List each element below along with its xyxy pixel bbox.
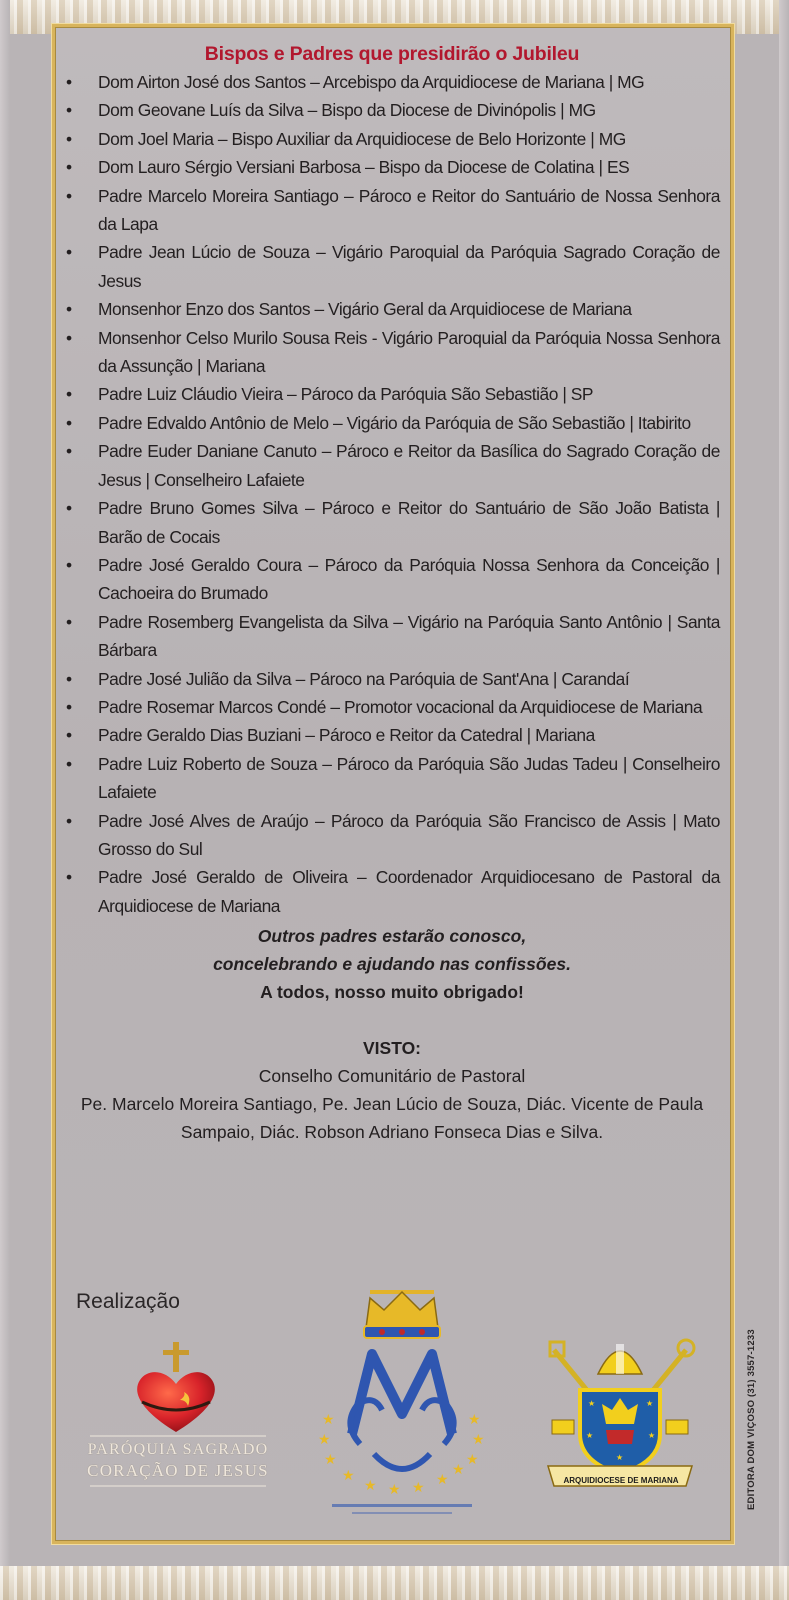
list-item: • Padre Luiz Cláudio Vieira – Pároco da Paróquia São Sebastião | SP <box>64 380 720 408</box>
crowned-marian-monogram-icon <box>312 1284 492 1520</box>
closing-message <box>64 922 720 1006</box>
svg-text:★: ★ <box>342 1468 355 1484</box>
svg-text:★: ★ <box>452 1462 465 1478</box>
svg-text:★: ★ <box>588 1399 596 1408</box>
list-item: • Dom Airton José dos Santos – Arcebispo da Arquidiocese de Mariana | MG <box>64 68 720 96</box>
list-item: • Padre Luiz Roberto de Souza – Pároco da Paróquia São Judas Tadeu | Conselheiro Lafaiete <box>64 750 720 807</box>
svg-text:★: ★ <box>616 1453 624 1462</box>
list-item: • Padre Edvaldo Antônio de Melo – Vigário da Paróquia de São Sebastião | Itabirito <box>64 409 720 437</box>
list-item: • Padre Rosemberg Evangelista da Silva – Vigário na Paróquia Santo Antônio | Santa Bárbara <box>64 608 720 665</box>
list-item: • Dom Lauro Sérgio Versiani Barbosa – Bispo da Diocese de Colatina | ES <box>64 153 720 181</box>
svg-text:★: ★ <box>648 1431 656 1440</box>
list-item: • Padre Jean Lúcio de Souza – Vigário Paroquial da Paróquia Sagrado Coração de Jesus <box>64 238 720 295</box>
list-item: • Dom Joel Maria – Bispo Auxiliar da Arquidiocese de Belo Horizonte | MG <box>64 125 720 153</box>
archdiocese-coat-of-arms <box>540 1334 700 1506</box>
parish-name-line-1: PARÓQUIA SAGRADO <box>87 1441 269 1458</box>
right-edge <box>779 0 789 1600</box>
svg-text:★: ★ <box>472 1432 485 1448</box>
list-item: • Monsenhor Enzo dos Santos – Vigário Geral da Arquidiocese de Mariana <box>64 295 720 323</box>
svg-text:★: ★ <box>364 1478 377 1494</box>
svg-text:★: ★ <box>322 1412 335 1428</box>
list-item: • Padre Geraldo Dias Buziani – Pároco e Reitor da Catedral | Mariana <box>64 721 720 749</box>
publisher-credit: EDITORA DOM VIÇOSO (31) 3557-1233 <box>746 1329 757 1510</box>
realizacao-label: Realização <box>76 1290 180 1313</box>
people-list <box>64 68 720 920</box>
closing-line-1: Outros padres estarão conosco, <box>257 926 527 947</box>
closing-line-3: A todos, nosso muito obrigado! <box>260 982 524 1003</box>
archdiocese-ribbon-text: ARQUIDIOCESE DE MARIANA <box>563 1476 679 1485</box>
main-content <box>64 40 720 1146</box>
svg-text:★: ★ <box>468 1412 481 1428</box>
svg-text:★: ★ <box>586 1431 594 1440</box>
svg-text:★: ★ <box>388 1482 401 1498</box>
list-item: • Padre Marcelo Moreira Santiago – Pároco e Reitor do Santuário de Nossa Senhora da Lapa <box>64 182 720 239</box>
svg-text:★: ★ <box>318 1432 331 1448</box>
visto-names: Pe. Marcelo Moreira Santiago, Pe. Jean Lúcio de Souza, Diác. Vicente de Paula Sampaio, Diác. Robson Adriano Fonseca Dias e Silva. <box>80 1094 704 1143</box>
marian-monogram-logo <box>312 1284 492 1520</box>
left-edge <box>0 0 10 1600</box>
visto-council: Conselho Comunitário de Pastoral <box>258 1066 526 1087</box>
svg-text:★: ★ <box>646 1399 654 1408</box>
closing-line-2: concelebrando e ajudando nas confissões. <box>213 954 571 975</box>
list-item: • Padre José Alves de Araújo – Pároco da Paróquia São Francisco de Assis | Mato Grosso do Sul <box>64 807 720 864</box>
svg-text:★: ★ <box>412 1480 425 1496</box>
parish-name-line-2: CORAÇÃO DE JESUS <box>87 1461 269 1480</box>
list-item: • Padre Rosemar Marcos Condé – Promotor vocacional da Arquidiocese de Mariana <box>64 693 720 721</box>
list-item: • Padre José Geraldo Coura – Pároco da Paróquia Nossa Senhora da Conceição | Cachoeira do Brumado <box>64 551 720 608</box>
visto-section <box>64 1034 720 1146</box>
list-item: • Padre José Geraldo de Oliveira – Coordenador Arquidiocesano de Pastoral da Arquidiocese de Mariana <box>64 863 720 920</box>
page-title: Bispos e Padres que presidirão o Jubileu <box>204 43 580 65</box>
list-item: • Monsenhor Celso Murilo Sousa Reis - Vigário Paroquial da Paróquia Nossa Senhora da Assunção | Mariana <box>64 324 720 381</box>
list-item: • Padre José Julião da Silva – Pároco na Paróquia de Sant'Ana | Carandaí <box>64 665 720 693</box>
svg-text:★: ★ <box>324 1452 337 1468</box>
list-item: • Padre Euder Daniane Canuto – Pároco e Reitor da Basílica do Sagrado Coração de Jesus | Conselheiro Lafaiete <box>64 437 720 494</box>
bottom-ornament-band <box>0 1566 789 1600</box>
list-item: • Padre Bruno Gomes Silva – Pároco e Reitor do Santuário de São João Batista | Barão de Cocais <box>64 494 720 551</box>
svg-text:★: ★ <box>436 1472 449 1488</box>
list-item: • Dom Geovane Luís da Silva – Bispo da Diocese de Divinópolis | MG <box>64 96 720 124</box>
visto-title: VISTO: <box>362 1038 422 1059</box>
parish-logo <box>80 1340 276 1500</box>
svg-text:★: ★ <box>466 1452 479 1468</box>
